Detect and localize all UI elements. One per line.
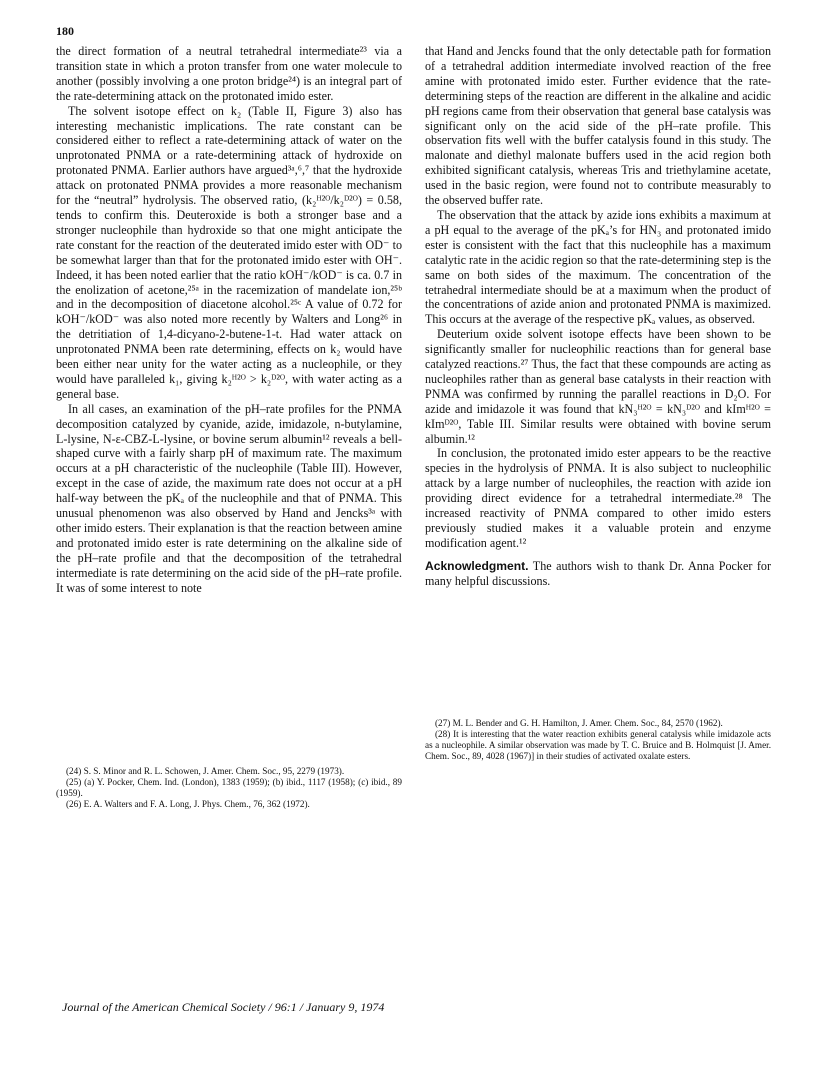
footnote: (28) It is interesting that the water reaction exhibits general catalysis while imidazole acts as a nucleophile. A similar observation was made by T. C. Bruice and B. Holmquist [J. Amer. Chem. Soc., 89, 4028 (1967)] in their studies of activated oxalate esters. xyxy=(425,729,771,761)
footnote: (25) (a) Y. Pocker, Chem. Ind. (London), 1383 (1959); (b) ibid., 1117 (1958); (c) ibid., 89 (1959). xyxy=(56,777,402,798)
right-column xyxy=(425,44,771,589)
page-number: 180 xyxy=(56,24,74,38)
acknowledgment-text: The authors wish to thank Dr. Anna Pocker for many helpful discussions. xyxy=(425,558,771,588)
left-column xyxy=(56,44,402,596)
body-paragraph: In conclusion, the protonated imido ester appears to be the reactive species in the hydrolysis of PNMA. It is also subject to nucleophilic attack by a large number of nucleophiles, the reaction with azide ion providing direct evidence for a tetrahedral intermediate.²⁸ The increased reactivity of PNMA compared to other imido esters previously studied makes it a valuable protein and enzyme modification agent.¹² xyxy=(425,446,771,550)
body-paragraph: that Hand and Jencks found that the only detectable path for formation of a tetrahedral addition intermediate involved reaction of the free amine with protonated imido ester. Further evidence that the rate-determining steps of the reaction are different in the alkaline and acidic pH regions came from their observation that general base catalysis was significant only on the acid side of the pH–rate profile. This observation fits well with the buffer catalysis found in this study. The malonate and diethyl malonate buffers used in the acid region both exhibited significant catalysis, whereas Tris and triethylamine acetate, used in the basic region, were found not to contribute measurably to the observed buffer rate. xyxy=(425,44,771,208)
body-paragraph: Deuterium oxide solvent isotope effects have been shown to be significantly smaller for nucleophilic reactions than for general base catalyzed reactions.²⁷ Thus, the fact that these compounds are acting as nucleophiles rather than as general base catalysts in their reaction with PNMA was confirmed by running the parallel reactions in D₂O. For azide and imidazole it was found that kN₃ᴴ²ᴼ = kN₃ᴰ²ᴼ and kImᴴ²ᴼ = kImᴰ²ᴼ, Table III. Similar results were obtained with bovine serum albumin.¹² xyxy=(425,327,771,446)
acknowledgment xyxy=(425,559,771,589)
body-paragraph: In all cases, an examination of the pH–rate profiles for the PNMA decomposition catalyzed by cyanide, azide, imidazole, n-butylamine, L-lysine, N-ε-CBZ-L-lysine, or bovine serum albumin¹² reveals a bell-shaped curve with a fairly sharp pH of maximum rate. The maximum occurs at a pH characteristic of the nucleophile (Table III). However, except in the case of azide, the maximum rate does not occur at a pH half-way between the pKₐ of the nucleophile and that of PNMA. This unusual phenomenon was also observed by Hand and Jencks³ᵃ with other imido esters. Their explanation is that the reaction between amine and protonated imido ester is rate determining on the alkaline side of the pH–rate profile and that the decomposition of the tetrahedral intermediate is rate determining on the acid side of the pH–rate profile. It was of some interest to note xyxy=(56,401,403,595)
body-paragraph: the direct formation of a neutral tetrahedral intermediate²³ via a transition state in which a proton transfer from one water molecule to another (possibly involving a one proton bridge²⁴) is an integral part of the rate-determining attack on the protonated imido ester. xyxy=(56,44,402,103)
footnotes-left xyxy=(56,766,402,810)
footnote: (27) M. L. Bender and G. H. Hamilton, J. Amer. Chem. Soc., 84, 2570 (1962). xyxy=(435,718,723,728)
footnote: (24) S. S. Minor and R. L. Schowen, J. Amer. Chem. Soc., 95, 2279 (1973). xyxy=(66,766,345,776)
journal-footer: Journal of the American Chemical Society / 96:1 / January 9, 1974 xyxy=(62,1000,385,1014)
body-paragraph: The solvent isotope effect on k₂ (Table II, Figure 3) also has interesting mechanistic implications. The rate constant can be considered either to reflect a rate-determining attack of water on the unprotonated PNMA or a rate-determining attack of hydroxide on protonated PNMA. Earlier authors have argued³ᵃ,⁶,⁷ that the hydroxide attack on protonated PNMA provides a more reasonable mechanism for the “neutral” hydrolysis. The observed ratio, (k₂ᴴ²ᴼ/k₂ᴰ²ᴼ) = 0.58, tends to confirm this. Deuteroxide is both a stronger base and a stronger nucleophile than hydroxide so that one might anticipate the rate constant for the reaction of the deuterated imido ester with OD⁻ to be somewhat larger than that for the protonated imido ester with OH⁻. Indeed, it has been noted earlier that the ratio kOH⁻/kOD⁻ is ca. 0.7 in the enolization of acetone,²⁵ᵃ in the racemization of mandelate ion,²⁵ᵇ and in the decomposition of diacetone alcohol.²⁵ᶜ A value of 0.72 for kOH⁻/kOD⁻ was also noted more recently by Walters and Long²⁶ in the detritiation of 1,4-dicyano-2-butene-1-t. Had water attack on unprotonated PNMA been rate determining, effects on k₂ would have been either near unity for the water acting as a nucleophile, or they would have paralleled k₁, giving k₂ᴴ²ᴼ > k₂ᴰ²ᴼ, with water acting as a general base. xyxy=(56,103,402,401)
acknowledgment-heading: Acknowledgment. xyxy=(425,558,529,573)
body-paragraph: The observation that the attack by azide ions exhibits a maximum at a pH equal to the average of the pKₐ’s for HN₃ and protonated imido ester is consistent with the fact that this nucleophile has a maximum catalytic rate in the acidic region so that the rate-determining step is the same on both sides of the maximum. The concentration of the tetrahedral intermediate should be at a maximum when the product of the concentrations of azide anion and protonated PNMA is maximized. This occurs at the average of the respective pKₐ values, as observed. xyxy=(425,207,771,327)
footnote: (26) E. A. Walters and F. A. Long, J. Phys. Chem., 76, 362 (1972). xyxy=(66,799,310,809)
footnotes-right xyxy=(425,718,771,762)
